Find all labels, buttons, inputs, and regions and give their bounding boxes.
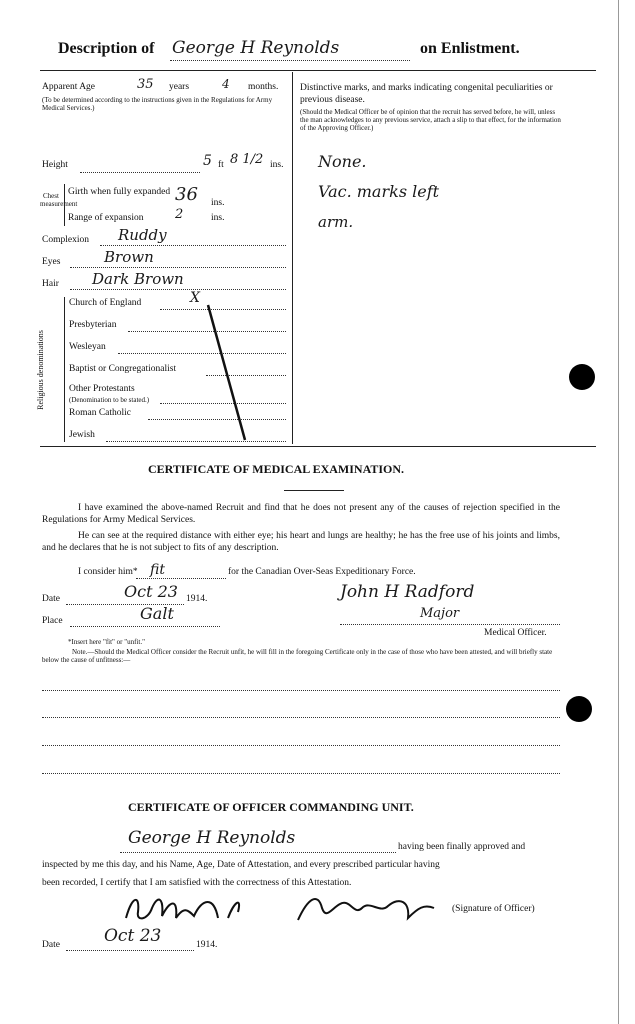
unfit-rule [42,690,560,691]
medical-para-1: I have examined the above-named Recruit and find that he does not present any of the causes of rejection specified in the Regulations for Army Medical Services. [42,503,560,525]
marks-line-2: Vac. marks left [318,182,440,201]
medical-year: 1914. [186,594,208,604]
commanding-name-rule [120,852,396,853]
medical-date-value: Oct 23 [124,582,178,601]
religion-item: Jewish [69,430,95,440]
chest-brace [64,184,65,226]
unfit-rule [42,717,560,718]
eyes-value: Brown [104,248,154,266]
medical-title: CERTIFICATE OF MEDICAL EXAMINATION. [148,462,405,476]
commanding-date-value: Oct 23 [104,926,162,946]
range-ins-label: ins. [211,213,225,223]
consider-prefix: I consider him* [78,567,138,577]
ft-label: ft [218,160,224,170]
medical-officer-label: Medical Officer. [484,628,547,638]
age-label: Apparent Age [42,82,96,92]
religion-brace [64,297,65,442]
religion-mark: X [190,290,200,306]
commanding-recruit-name: George H Reynolds [128,828,296,848]
religion-strike-line [200,300,260,445]
hair-rule [70,289,286,290]
header-rule [40,70,596,71]
religion-item: Roman Catholic [69,408,132,418]
commanding-year: 1914. [196,940,218,950]
medical-footnote: *Insert here "fit" or "unfit." [68,638,145,646]
height-inches: 8 1/2 [230,152,264,167]
consider-value: fit [150,562,165,578]
religion-item: Wesleyan [69,342,106,352]
medical-date-label: Date [42,594,60,604]
marks-line-1: None. [318,152,367,171]
medical-title-rule [284,490,344,491]
punch-hole [569,364,595,390]
years-label: years [169,82,190,92]
religion-side-label: Religious denominations [36,330,45,410]
chest-side-label: Chest measurement [40,192,78,208]
section-rule [40,446,596,447]
age-years: 35 [137,77,154,92]
range-label: Range of expansion [68,213,144,223]
consider-rule [136,578,226,579]
marks-heading: Distinctive marks, and marks indicating congenital peculiarities or previous disease. [300,83,553,105]
months-label: months. [248,82,279,92]
punch-hole [566,696,592,722]
religion-item: Presbyterian [69,320,117,330]
religion-item: Other Protestants [69,384,135,394]
consider-suffix: for the Canadian Over-Seas Expeditionary Force. [228,567,416,577]
complexion-rule [100,245,286,246]
commanding-officer-signature [118,888,448,928]
religion-item-note: (Denomination to be stated.) [69,396,150,404]
place-label: Place [42,616,63,626]
hair-value: Dark Brown [92,270,184,288]
eyes-label: Eyes [42,257,61,267]
commanding-line-3: been recorded, I certify that I am satisfied with the correctness of this Attestation. [42,878,352,888]
place-value: Galt [140,604,174,623]
title-suffix: on Enlistment. [420,40,520,57]
officer-rule [340,624,560,625]
medical-officer-signature: John H Radford [340,582,475,602]
medical-note: Note.—Should the Medical Officer consider the Recruit unfit, he will fill in the foregoing Certificate only in the case of those who have been attested, and will briefly state below the cause of unfitness:— [42,648,553,664]
commanding-line-1: having been finally approved and [398,842,526,852]
complexion-value: Ruddy [118,226,167,244]
commanding-line-2: inspected by me this day, and his Name, Age, Date of Attestation, and every prescribed particular having [42,860,440,870]
religion-item: Church of England [69,298,142,308]
commanding-date-rule [66,950,194,951]
unfit-rule [42,745,560,746]
height-ins-label: ins. [270,160,284,170]
complexion-label: Complexion [42,235,89,245]
height-label: Height [42,160,68,170]
recruit-name: George H Reynolds [172,38,340,58]
hair-label: Hair [42,279,59,289]
eyes-rule [70,267,286,268]
page-edge [618,0,635,1024]
commanding-date-label: Date [42,940,60,950]
name-rule [170,60,410,61]
age-months: 4 [222,77,230,91]
age-note: (To be determined according to the instructions given in the Regulations for Army Medical Services.) [42,96,273,112]
title-prefix: Description of [58,40,155,57]
commanding-title: CERTIFICATE OF OFFICER COMMANDING UNIT. [128,800,414,814]
girth-ins-label: ins. [211,198,225,208]
marks-line-3: arm. [318,213,354,231]
signature-label: (Signature of Officer) [452,904,535,914]
range-value: 2 [175,207,184,222]
medical-officer-rank: Major [420,606,460,621]
girth-label: Girth when fully expanded [68,187,171,197]
religion-item: Baptist or Congregationalist [69,364,177,374]
unfit-rule [42,773,560,774]
place-rule [70,626,220,627]
height-rule [80,172,200,173]
medical-para-2: He can see at the required distance with either eye; his heart and lungs are healthy; he has the free use of his joints and limbs, and he declares that he is not subject to fits of any description. [42,531,560,553]
marks-note: (Should the Medical Officer be of opinion that the recruit has served before, he will, unless the man acknowledges to any previous service, attach a slip to that effect, for the information of the Approving Officer.) [300,108,561,132]
girth-value: 36 [175,184,198,205]
height-feet: 5 [203,153,212,169]
column-divider [292,72,293,444]
